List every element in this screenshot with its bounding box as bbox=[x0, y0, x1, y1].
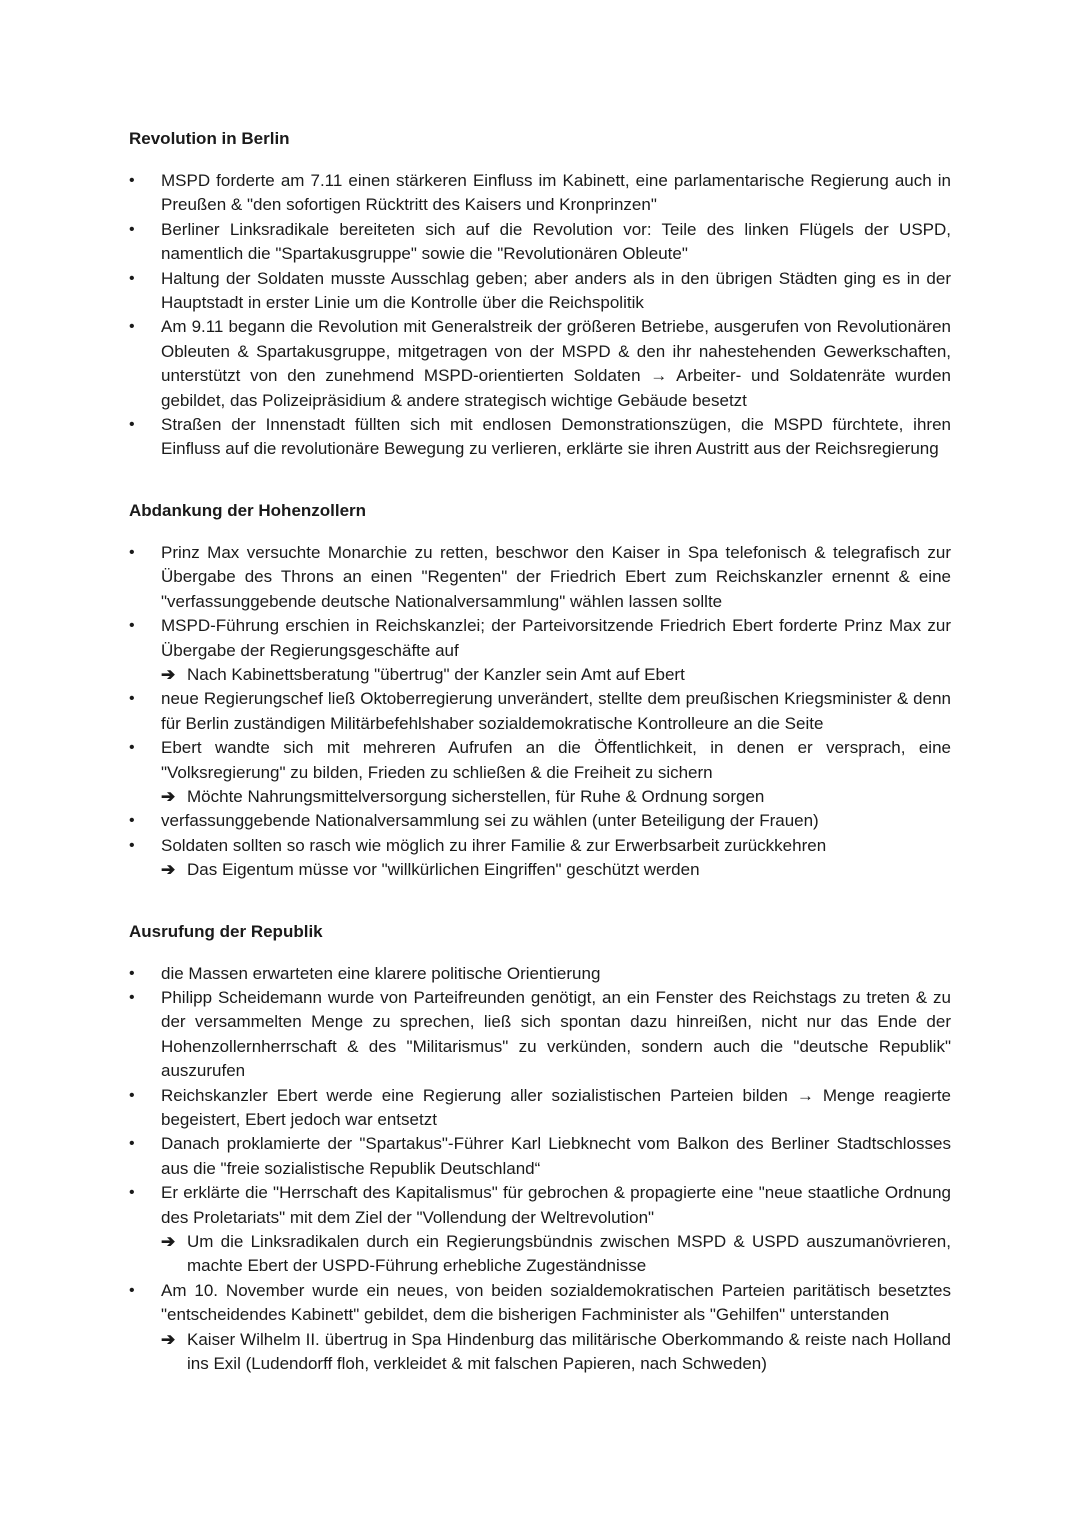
bullet-item: • MSPD forderte am 7.11 einen stärkeren Einfluss im Kabinett, eine parlamentarische Regierung auch in Preußen & "den sofortigen Rücktritt des Kaisers und Kronprinzen" bbox=[129, 169, 951, 218]
bullet-item: • MSPD-Führung erschien in Reichskanzlei; der Parteivorsitzende Friedrich Ebert forderte Prinz Max zur Übergabe der Regierungsgeschäfte auf bbox=[129, 614, 951, 663]
arrow-item-text: Das Eigentum müsse vor "willkürlichen Eingriffen" geschützt werden bbox=[187, 860, 700, 880]
arrow-item bbox=[129, 1230, 951, 1279]
arrow-item bbox=[129, 785, 951, 809]
bullet-item: • Prinz Max versuchte Monarchie zu retten, beschwor den Kaiser in Spa telefonisch & telegrafisch zur Übergabe des Throns an einen "Regenten" der Friedrich Ebert zum Reichskanzler ernennt & eine "verfassunggebende deutsche Nationalversammlung" wählen lassen sollte bbox=[129, 541, 951, 614]
arrow-item bbox=[129, 1328, 951, 1377]
bullet-item: • Er erklärte die "Herrschaft des Kapitalismus" für gebrochen & propagierte eine "neue staatliche Ordnung des Proletariats" mit dem Ziel der "Vollendung der Weltrevolution" bbox=[129, 1181, 951, 1230]
arrow-item-text: Möchte Nahrungsmittelversorgung sicherstellen, für Ruhe & Ordnung sorgen bbox=[187, 786, 765, 806]
bullet-item: • Philipp Scheidemann wurde von Parteifreunden genötigt, an ein Fenster des Reichstags zu treten & zu der versammelten Menge zu sprechen, ließ sich spontan dazu hinreißen, nicht nur das Ende der Hohenzollernherrschaft & des "Militarismus" zu verkünden, sondern auch die "deutsche Republik" auszurufen bbox=[129, 986, 951, 1084]
bullet-item: • Am 9.11 begann die Revolution mit Generalstreik der größeren Betriebe, ausgerufen von Revolutionären Obleuten & Spartakusgruppe, mitgetragen von der MSPD & den ihr nahestehenden Gewerkschaften, unterstützt von den zunehmend MSPD-orientierten Soldaten → Arbeiter- und Soldatenräte wurden gebildet, das Polizeipräsidium & andere strategisch wichtige Gebäude besetzt bbox=[129, 315, 951, 413]
bullet-item: • Straßen der Innenstadt füllten sich mit endlosen Demonstrationszügen, die MSPD fürchtete, ihren Einfluss auf die revolutionäre Bewegung zu verlieren, erklärte sie ihren Austritt aus der Reichsregierung bbox=[129, 413, 951, 462]
bullet-item: • verfassunggebende Nationalversammlung sei zu wählen (unter Beteiligung der Frauen) bbox=[129, 809, 951, 833]
arrow-item bbox=[129, 858, 951, 882]
section-heading: Ausrufung der Republik bbox=[129, 921, 323, 941]
section-abdankung-der-hohenzollern bbox=[129, 500, 951, 883]
arrow-icon: ➔ bbox=[161, 1329, 176, 1349]
arrow-item bbox=[129, 663, 951, 687]
bullet-item: • neue Regierungschef ließ Oktoberregierung unverändert, stellte dem preußischen Kriegsminister & denn für Berlin zuständigen Militärbefehlshaber sozialdemokratische Kontrolleure an die Seite bbox=[129, 687, 951, 736]
section-heading: Abdankung der Hohenzollern bbox=[129, 500, 367, 520]
bullet-list bbox=[129, 169, 951, 462]
bullet-item: • Am 10. November wurde ein neues, von beiden sozialdemokratischen Parteien paritätisch besetztes "entscheidendes Kabinett" gebildet, dem die bisherigen Fachminister als "Gehilfen" unterstanden bbox=[129, 1279, 951, 1328]
arrow-item-text: Kaiser Wilhelm II. übertrug in Spa Hindenburg das militärische Oberkommando & reiste nach Holland ins Exil (Ludendorff floh, verkleidet & mit falschen Papieren, nach Schweden) bbox=[187, 1329, 951, 1374]
section-revolution-in-berlin bbox=[129, 128, 951, 462]
bullet-list bbox=[129, 1279, 951, 1328]
bullet-item: • Berliner Linksradikale bereiteten sich auf die Revolution vor: Teile des linken Flügels der USPD, namentlich die "Spartakusgruppe" sowie die "Revolutionären Obleute" bbox=[129, 218, 951, 267]
bullet-item: • Reichskanzler Ebert werde eine Regierung aller sozialistischen Parteien bilden → Menge reagierte begeistert, Ebert jedoch war entsetzt bbox=[129, 1084, 951, 1133]
bullet-list bbox=[129, 541, 951, 663]
arrow-icon: ➔ bbox=[161, 860, 176, 880]
bullet-item: • Haltung der Soldaten musste Ausschlag geben; aber anders als in den übrigen Städten ging es in der Hauptstadt in erster Linie um die Kontrolle über die Reichspolitik bbox=[129, 267, 951, 316]
arrow-item-text: Nach Kabinettsberatung "übertrug" der Kanzler sein Amt auf Ebert bbox=[187, 664, 685, 684]
bullet-item: • Soldaten sollten so rasch wie möglich zu ihrer Familie & zur Erwerbsarbeit zurückkehren bbox=[129, 834, 951, 858]
bullet-item: • Danach proklamierte der "Spartakus"-Führer Karl Liebknecht vom Balkon des Berliner Stadtschlosses aus die "freie sozialistische Republik Deutschland“ bbox=[129, 1132, 951, 1181]
bullet-item: • die Massen erwarteten eine klarere politische Orientierung bbox=[129, 962, 951, 986]
bullet-list bbox=[129, 687, 951, 785]
bullet-list bbox=[129, 962, 951, 1230]
bullet-item: • Ebert wandte sich mit mehreren Aufrufen an die Öffentlichkeit, in denen er versprach, eine "Volksregierung" zu bilden, Frieden zu schließen & die Freiheit zu sichern bbox=[129, 736, 951, 785]
section-ausrufung-der-republik bbox=[129, 921, 951, 1377]
arrow-icon: ➔ bbox=[161, 1232, 176, 1252]
arrow-item-text: Um die Linksradikalen durch ein Regierungsbündnis zwischen MSPD & USPD auszumanövrieren, machte Ebert der USPD-Führung erhebliche Zugeständnisse bbox=[187, 1232, 951, 1276]
arrow-icon: ➔ bbox=[161, 786, 176, 806]
bullet-list bbox=[129, 809, 951, 858]
section-heading: Revolution in Berlin bbox=[129, 129, 290, 148]
document-page bbox=[129, 128, 951, 1376]
arrow-icon: ➔ bbox=[161, 664, 176, 684]
